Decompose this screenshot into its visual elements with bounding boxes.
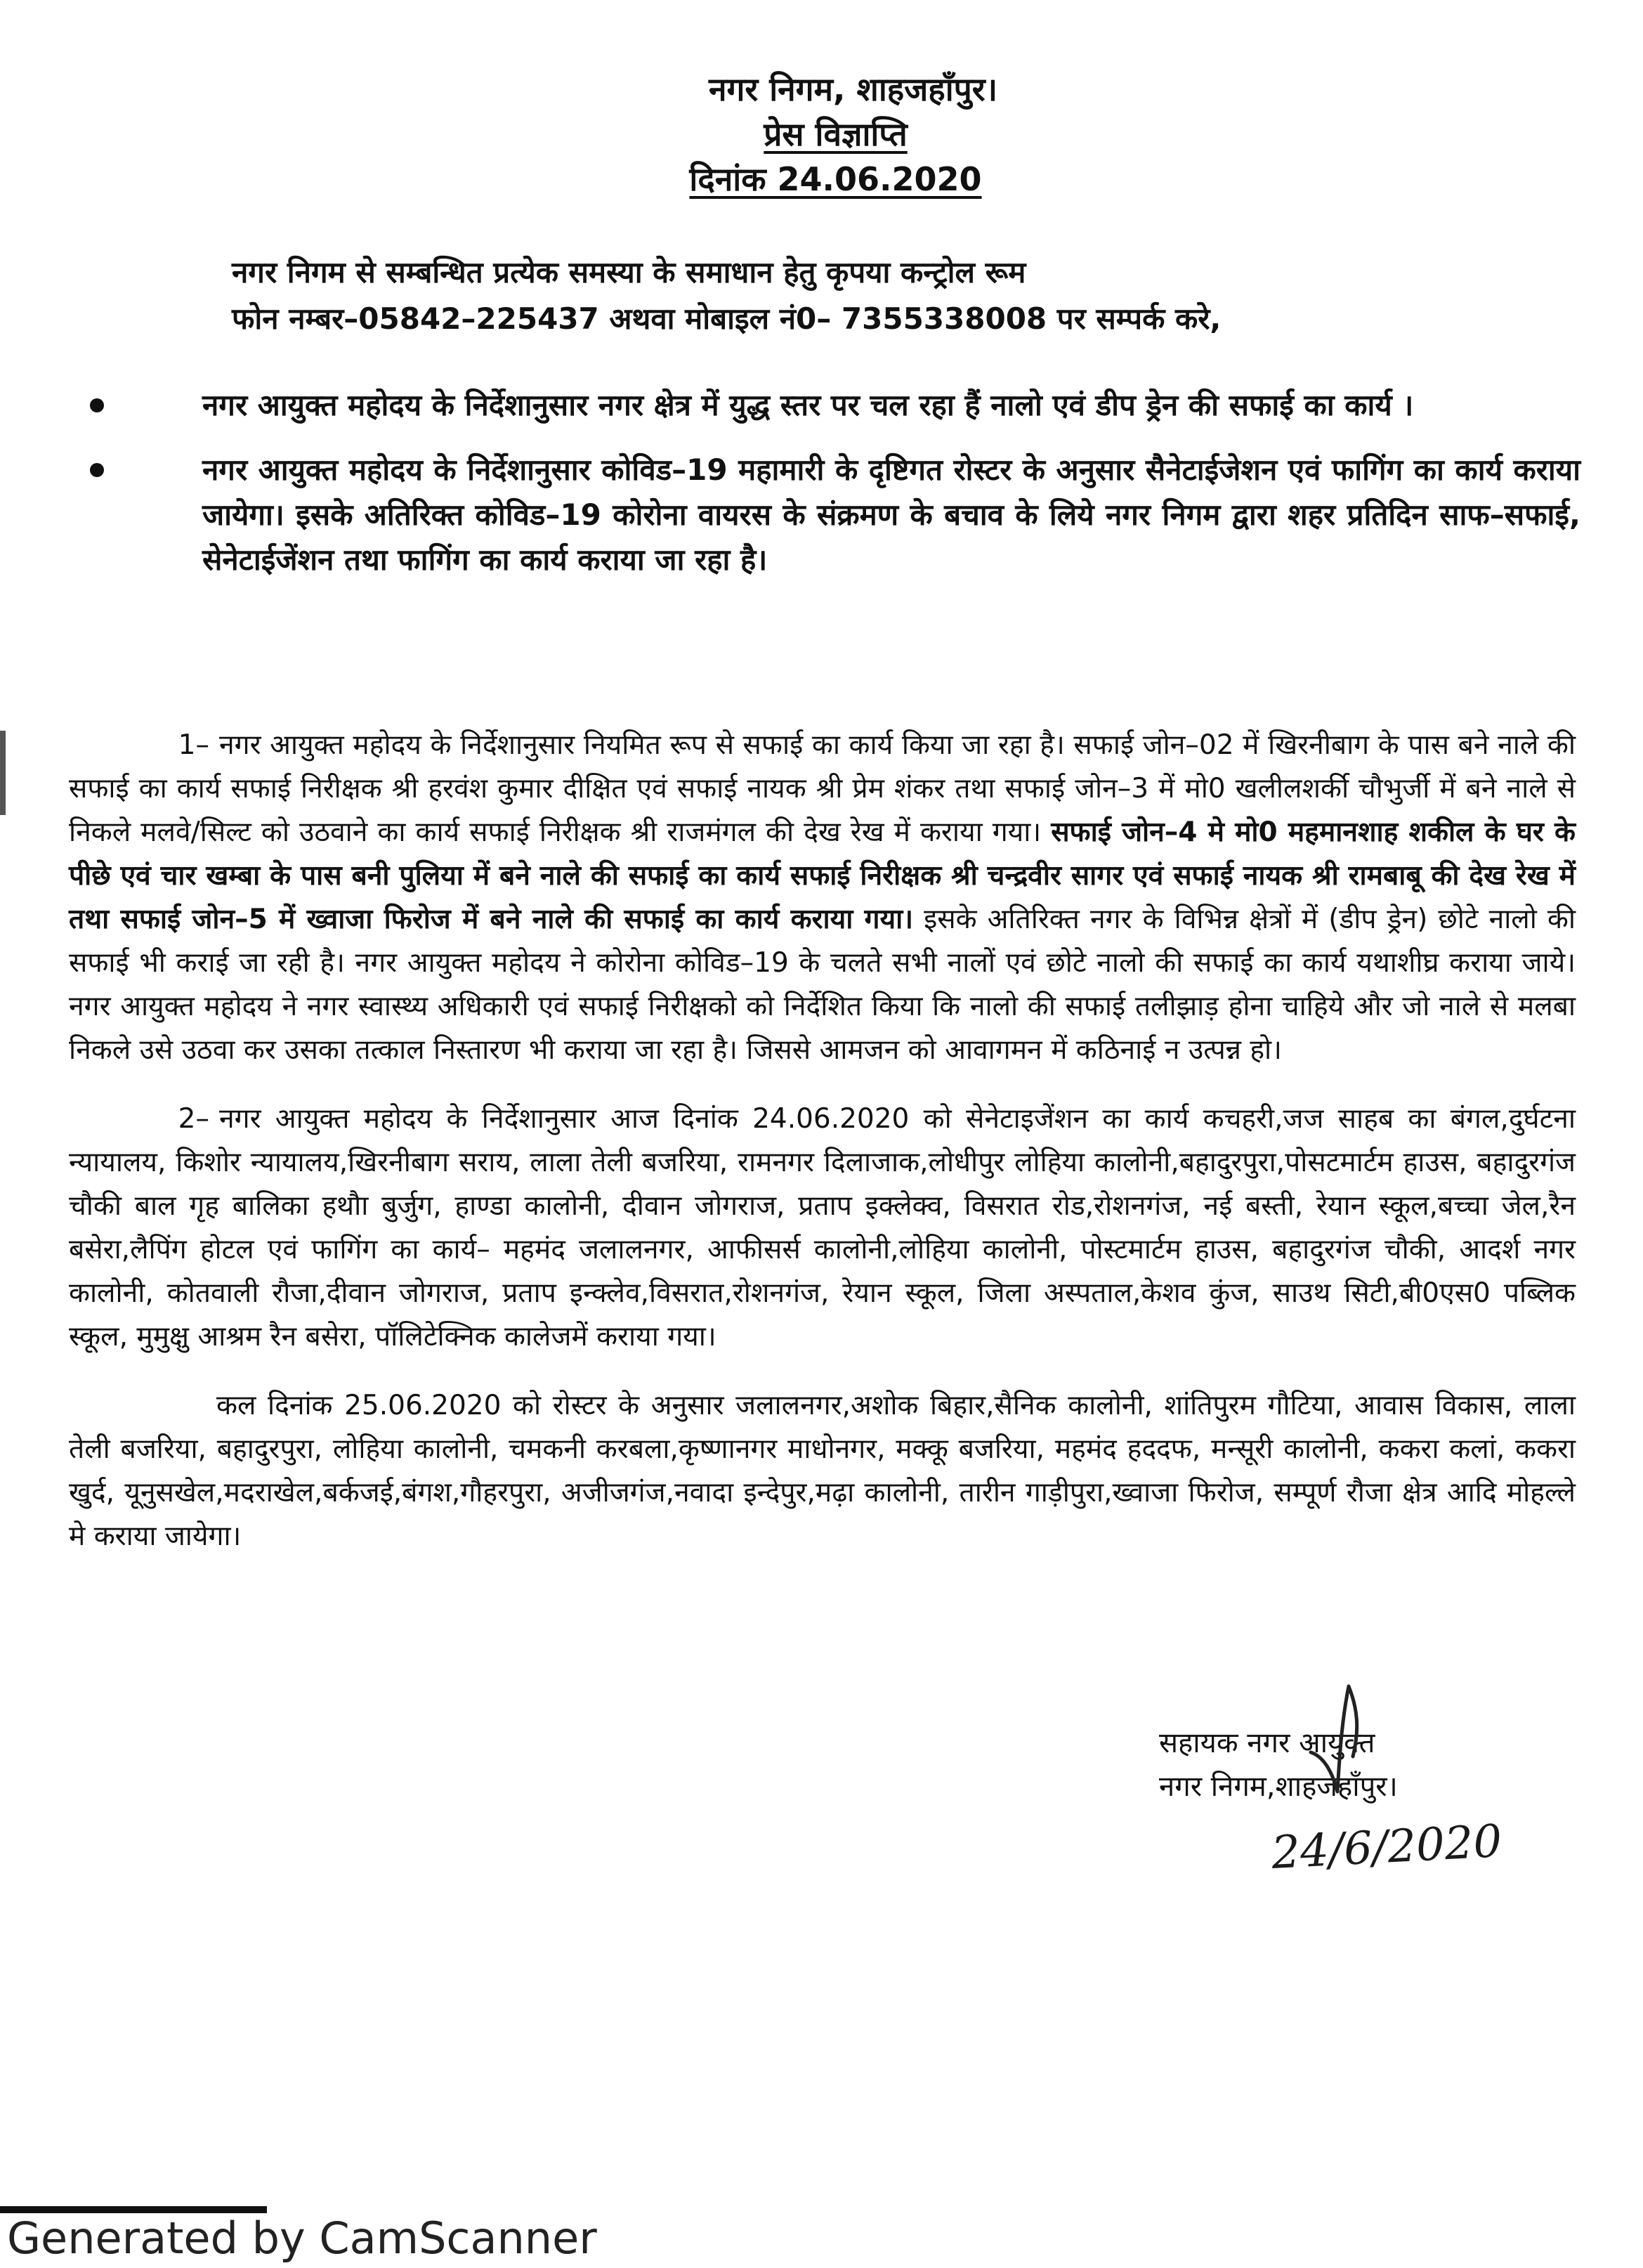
- bullet-text: नगर आयुक्त महोदय के निर्देशानुसार कोविड–19 महामारी के दृष्टिगत रोस्टर के अनुसार सैनेटाईजेशन एवं फागिंग का कार्य कराया जायेगा। इसके अतिरिक्त कोविड–19 कोरोना वायरस के संक्रमण के बचाव के लिये नगर निगम द्वारा शहर प्रतिदिन साफ–सफाई, सेनेटाईजेंशन तथा फागिंग का कार्य कराया जा रहा है।: [202, 452, 1580, 577]
- paragraph-1-part-1: नगर आयुक्त महोदय के निर्देशानुसार नियमित रूप से सफाई का कार्य किया जा रहा है। सफाई जोन–02 में खिरनीबाग के पास बने नाले की सफाई का कार्य सफाई निरीक्षक श्री हरवंश कुमार दीक्षित एवं सफाई नायक श्री प्रेम शंकर तथा सफाई जोन–3 में मो0 खलीलशर्की चौभुर्जी में बने नाले से निकले मलवे/सिल्ट को उठवाने का कार्य सफाई निरीक्षक श्री राजमंगल की देख रेख में कराया गया।: [69, 729, 1576, 848]
- paragraph-1-part-2: इसके अतिरिक्त नगर के विभिन्न क्षेत्रों में (डीप ड्रेन) छोटे नालो की सफाई भी कराई जा रही है। नगर आयुक्त महोदय ने कोरोना कोविड–19 के चलते सभी नालों एवं छोटे नालो की सफाई का कार्य यथाशीघ्र कराया जाये। नगर आयुक्त महोदय ने नगर स्वास्थ्य अधिकारी एवं सफाई निरीक्षको को निर्देशित किया कि नालो की सफाई तलीझाड़ होना चाहिये और जो नाले से मलबा निकले उसे उठवा कर उसका तत्काल निस्तारण भी कराया जा रहा है। जिससे आमजन को आवागमन में कठिनाई न उत्पन्न हो।: [69, 904, 1576, 1066]
- bullet-dot-icon: [90, 463, 104, 477]
- signatory-designation: सहायक नगर आयुक्त: [1159, 1727, 1375, 1759]
- paragraph-1: [69, 724, 1576, 1072]
- contact-line-2: फोन नम्बर–05842–225437 अथवा मोबाइल नं0– 7355338008 पर सम्पर्क करे,: [232, 301, 1222, 336]
- signatory-office: नगर निगम,शाहजहाँपुर।: [1159, 1771, 1398, 1803]
- paragraph-number: 2–: [178, 1103, 209, 1135]
- paragraph-number: 1–: [178, 729, 209, 761]
- document-date: दिनांक 24.06.2020: [689, 160, 982, 198]
- watermark-text: Generated by CamScanner: [7, 2212, 597, 2264]
- bullet-dot-icon: [90, 398, 104, 412]
- paragraph-2-text: नगर आयुक्त महोदय के निर्देशानुसार आज दिनांक 24.06.2020 को सेनेटाइजेंशन का कार्य कचहरी,जज साहब का बंगल,दुर्घटना न्यायालय, किशोर न्यायालय,खिरनीबाग सराय, लाला तेली बजरिया, रामनगर दिलाजाक,लोधीपुर लोहिया कालोनी,बहादुरपुरा,पोसटमार्टम हाउस, बहादुरगंज चौकी बाल गृह बालिका हथौा बुर्जुग, हाण्डा कालोनी, दीवान जोगराज, प्रताप इक्लेक्व, विसरात रोड,रोशनगंज, नई बस्ती, रेयान स्कूल,बच्चा जेल,रैन बसेरा,लैपिंग होटल एवं फागिंग का कार्य– महमंद जलालनगर, आफीसर्स कालोनी,लोहिया कालोनी, पोस्टमार्टम हाउस, बहादुरगंज चौकी, आदर्श नगर कालोनी, कोतवाली रौजा,दीवान जोगराज, प्रताप इन्क्लेव,विसरात,रोशनगंज, रेयान स्कूल, जिला अस्पताल,केशव कुंज, साउथ सिटी,बी0एस0 पब्लिक स्कूल, मुमुक्षु आश्रम रैन बसेरा, पॉलिटेक्निक कालेजमें कराया गया।: [69, 1103, 1576, 1353]
- scanner-watermark: [0, 2203, 597, 2268]
- handwritten-signature-icon: [1264, 1679, 1419, 1799]
- paragraph-3-text: कल दिनांक 25.06.2020 को रोस्टर के अनुसार जलालनगर,अशोक बिहार,सैनिक कालोनी, शांतिपुरम गौटिया, आवास विकास, लाला तेली बजरिया, बहादुरपुरा, लोहिया कालोनी, चमकनी करबला,कृष्णानगर माधोनगर, मक्कू बजरिया, महमंद हददफ, मन्सूरी कालोनी, ककरा कलां, ककरा खुर्द, यूनुसखेल,मदराखेल,बर्कजई,बंगश,गौहरपुरा, अजीजगंज,नवादा इन्देपुर,मढ़ा कालोनी, तारीन गाड़ीपुरा,ख्वाजा फिरोज, सम्पूर्ण रौजा क्षेत्र आदि मोहल्ले मे कराया जायेगा।: [69, 1390, 1576, 1552]
- bullet-item: [84, 383, 1580, 428]
- document-body: [69, 724, 1576, 1584]
- signature-block: [1159, 1721, 1595, 1879]
- paragraph-2: [69, 1097, 1576, 1359]
- contact-line-1: नगर निगम से सम्बन्धित प्रत्येक समस्या के समाधान हेतु कृपया कन्ट्रोल रूम: [232, 255, 1026, 289]
- signature-date: 24/6/2020: [1270, 1815, 1503, 1879]
- document-title: प्रेस विज्ञाप्ति: [764, 115, 908, 153]
- bullet-item: [84, 448, 1580, 582]
- paragraph-3: [69, 1384, 1576, 1558]
- document-header: [0, 67, 1643, 202]
- organization-name: नगर निगम, शाहजहाँपुर।: [708, 70, 998, 108]
- bullet-text: नगर आयुक्त महोदय के निर्देशानुसार नगर क्षेत्र में युद्ध स्तर पर चल रहा हैं नालो एवं डीप ड्रेन की सफाई का कार्य ।: [202, 388, 1414, 422]
- contact-info: [232, 249, 1538, 342]
- scan-edge-mark: [0, 731, 6, 815]
- highlight-bullets: [84, 383, 1580, 602]
- paragraph-1-bold: सफाई जोन–4 मे मो0 महमानशाह शकील के घर के पीछे एवं चार खम्बा के पास बनी पुलिया में बने नाले की सफाई का कार्य सफाई निरीक्षक श्री चन्द्रवीर सागर एवं सफाई नायक श्री रामबाबू की देख रेख में तथा सफाई जोन–5 में ख्वाजा फिरोज में बने नाले की सफाई का कार्य कराया गया।: [69, 816, 1576, 935]
